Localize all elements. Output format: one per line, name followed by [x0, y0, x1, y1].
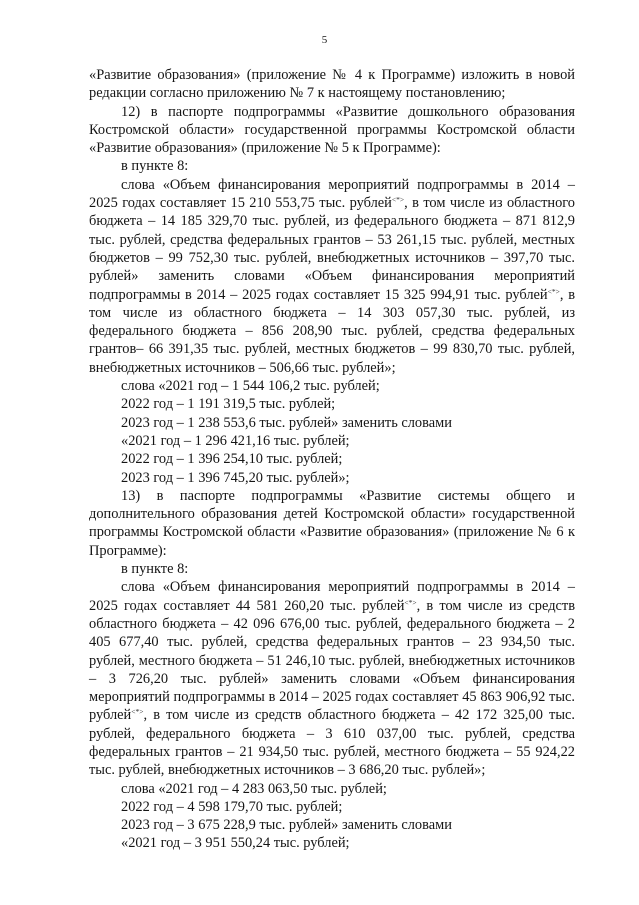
paragraph-line: 2023 год – 1 238 553,6 тыс. рублей» заменить словами — [121, 414, 452, 431]
text-run: слова «Объем финансирования мероприятий подпрограммы в 2014 – 2025 годах составляет 44 581 260,20 тыс. рублей — [89, 579, 575, 614]
paragraph-clause-8: в пункте 8: — [121, 158, 189, 175]
paragraph-line: 2022 год – 1 191 319,5 тыс. рублей; — [121, 396, 336, 413]
paragraph-intro: «Развитие образования» (приложение № 4 к Программе) изложить в новой редакции согласно приложению № 7 к настоящему постановлению; — [89, 67, 575, 102]
footnote-marker: <*> — [404, 597, 417, 607]
text-run: , в том числе из областного бюджета – 14 303 057,30 тыс. рублей, из федерального бюджета – 856 208,90 тыс. рублей, средства федеральных грантов– 66 391,35 тыс. рублей, местных бюджетов – 99 830,70 тыс. рублей, внебюджетных источников – 506,66 тыс. рублей»; — [89, 286, 575, 376]
text-run: , в том числе из областного бюджета – 14 185 329,70 тыс. рублей, из федерального бюджета – 871 812,9 тыс. рублей, средства федеральных грантов – 53 261,15 тыс. рублей, местных бюджетов – 99 752,30 тыс. рублей, внебюджетных источников – 397,70 тыс. рублей» заменить словами «Объем финансирования мероприятий подпрограммы в 2014 – 2025 годах составляет 15 325 994,91 тыс. рублей — [89, 195, 575, 303]
paragraph-line: 2022 год – 4 598 179,70 тыс. рублей; — [121, 798, 343, 815]
paragraph-line: «2021 год – 1 296 421,16 тыс. рублей; — [121, 432, 350, 449]
footnote-marker: <*> — [131, 707, 144, 717]
text-run: , в том числе из средств областного бюджета – 42 096 676,00 тыс. рублей, федерального бюджета – 2 405 677,40 тыс. рублей, средства федеральных грантов – 23 934,50 тыс. рублей, местного бюджета – 51 246,10 тыс. рублей, внебюджетных источников – 3 726,20 тыс. рублей» заменить словами «Объем финансирования мероприятий подпрограммы в 2014 – 2025 годах составляет 45 863 906,92 тыс. рублей — [89, 597, 575, 724]
paragraph-line: 2023 год – 1 396 745,20 тыс. рублей»; — [121, 469, 350, 486]
paragraph-item-13: 13) в паспорте подпрограммы «Развитие системы общего и дополнительного образования детей Костромской области» государственной программы Костромской области «Развитие образования» (приложение № 6 к Программе): — [89, 487, 575, 559]
paragraph-line: слова «2021 год – 4 283 063,50 тыс. рублей; — [121, 780, 387, 797]
text-run: , в том числе из средств областного бюджета – 42 172 325,00 тыс. рублей, федерального бюджета – 3 610 037,00 тыс. рублей, средства федеральных грантов – 21 934,50 тыс. рублей, местного бюджета – 55 924,22 тыс. рублей, внебюджетных источников – 3 686,20 тыс. рублей»; — [89, 707, 575, 779]
paragraph-funding-preschool — [89, 176, 575, 377]
paragraph-line: слова «2021 год – 1 544 106,2 тыс. рублей; — [121, 378, 380, 395]
paragraph-item-12: 12) в паспорте подпрограммы «Развитие дошкольного образования Костромской области» государственной программы Костромской области «Развитие образования» (приложение № 5 к Программе): — [89, 103, 575, 157]
page-number: 5 — [321, 34, 328, 46]
paragraph-funding-general — [89, 578, 575, 779]
paragraph-clause-8: в пункте 8: — [121, 561, 189, 578]
paragraph-line: 2022 год – 1 396 254,10 тыс. рублей; — [121, 451, 343, 468]
text-run: слова «Объем финансирования мероприятий подпрограммы в 2014 – 2025 годах составляет 15 210 553,75 тыс. рублей — [89, 176, 575, 212]
footnote-marker: <*> — [391, 195, 405, 205]
document-body — [89, 66, 575, 853]
paragraph-line: 2023 год – 3 675 228,9 тыс. рублей» заменить словами — [121, 817, 452, 834]
paragraph-line: «2021 год – 3 951 550,24 тыс. рублей; — [121, 835, 350, 852]
footnote-marker: <*> — [547, 286, 560, 296]
